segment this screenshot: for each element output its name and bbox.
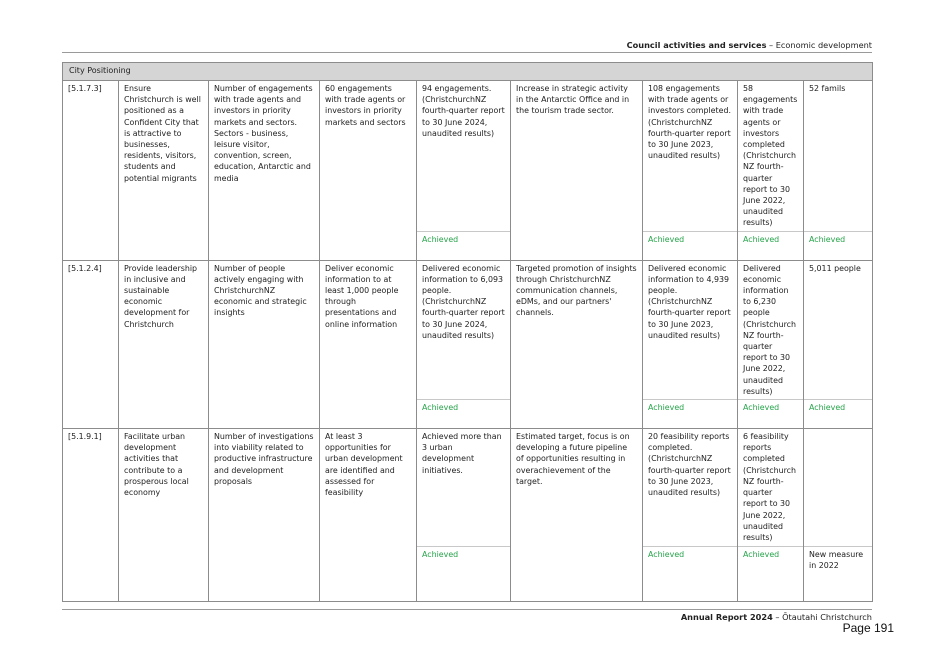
- result-2024: Delivered economic information to 6,093 people. (ChristchurchNZ fourth-quarter report to 30 June 2024, unaudited results): [417, 260, 511, 399]
- table-row: [63, 260, 873, 399]
- measure-id: [5.1.7.3]: [63, 81, 119, 261]
- status-2024: Achieved: [417, 547, 511, 602]
- status-2021: New measure in 2022: [804, 547, 873, 602]
- header-section-bold: Council activities and services: [626, 40, 767, 50]
- status-2024: Achieved: [417, 231, 511, 260]
- footer-report-bold: Annual Report 2024: [680, 612, 773, 622]
- header-section-rest: – Economic development: [766, 40, 872, 50]
- section-title: City Positioning: [63, 63, 873, 81]
- measure-id: [5.1.2.4]: [63, 260, 119, 428]
- result-2023: Delivered economic information to 4,939 people. (ChristchurchNZ fourth-quarter report to 30 June 2023, unaudited results): [643, 260, 738, 399]
- level-of-service: Ensure Christchurch is well positioned as a Confident City that is attractive to businesses, residents, visitors, students and potential migrants: [119, 81, 209, 261]
- status-2024: Achieved: [417, 400, 511, 429]
- status-2023: Achieved: [643, 547, 738, 602]
- footer-report-rest: – Ōtautahi Christchurch: [772, 612, 872, 622]
- result-2024: Achieved more than 3 urban development initiatives.: [417, 429, 511, 547]
- measure-id: [5.1.9.1]: [63, 429, 119, 602]
- status-2022: Achieved: [738, 400, 804, 429]
- result-2022: 6 feasibility reports completed (Christchurch NZ fourth-quarter report to 30 June 2022, unaudited results): [738, 429, 804, 547]
- result-2022: Delivered economic information to 6,230 people (Christchurch NZ fourth-quarter report to 30 June 2022, unaudited results): [738, 260, 804, 399]
- page-header: [627, 40, 872, 50]
- performance-measure: Number of investigations into viability related to productive infrastructure and development proposals: [209, 429, 320, 602]
- footer-rule: [62, 609, 872, 610]
- level-of-service: Facilitate urban development activities that contribute to a prosperous local economy: [119, 429, 209, 602]
- explanation: Estimated target, focus is on developing a future pipeline of opportunities resulting in overachievement of the target.: [511, 429, 643, 602]
- explanation: Increase in strategic activity in the Antarctic Office and in the tourism trade sector.: [511, 81, 643, 261]
- performance-table: [62, 62, 873, 602]
- status-2023: Achieved: [643, 231, 738, 260]
- performance-measure: Number of engagements with trade agents and investors in priority markets and sectors. Sectors - business, leisure visitor, convention, screen, education, Antarctic and media: [209, 81, 320, 261]
- target: Deliver economic information to at least 1,000 people through presentations and online information: [320, 260, 417, 428]
- table-row: [63, 429, 873, 547]
- performance-measure: Number of people actively engaging with ChristchurchNZ economic and strategic insights: [209, 260, 320, 428]
- target: At least 3 opportunities for urban development are identified and assessed for feasibility: [320, 429, 417, 602]
- target: 60 engagements with trade agents or investors in priority markets and sectors: [320, 81, 417, 261]
- result-2023: 20 feasibility reports completed. (ChristchurchNZ fourth-quarter report to 30 June 2023, unaudited results): [643, 429, 738, 547]
- result-2023: 108 engagements with trade agents or investors completed. (ChristchurchNZ fourth-quarter report to 30 June 2023, unaudited results): [643, 81, 738, 232]
- status-2022: Achieved: [738, 231, 804, 260]
- result-2021: [804, 429, 873, 547]
- table-row: [63, 81, 873, 232]
- result-2021: 52 famils: [804, 81, 873, 232]
- status-2023: Achieved: [643, 400, 738, 429]
- header-rule: [62, 52, 872, 53]
- status-2021: Achieved: [804, 231, 873, 260]
- level-of-service: Provide leadership in inclusive and sustainable economic development for Christchurch: [119, 260, 209, 428]
- result-2021: 5,011 people: [804, 260, 873, 399]
- page-number: Page 191: [842, 621, 894, 635]
- result-2022: 58 engagements with trade agents or investors completed (Christchurch NZ fourth-quarter report to 30 June 2022, unaudited results): [738, 81, 804, 232]
- status-2021: Achieved: [804, 400, 873, 429]
- status-2022: Achieved: [738, 547, 804, 602]
- result-2024: 94 engagements. (ChristchurchNZ fourth-quarter report to 30 June 2024, unaudited results): [417, 81, 511, 232]
- section-header-row: [63, 63, 873, 81]
- explanation: Targeted promotion of insights through ChristchurchNZ communication channels, eDMs, and our partners' channels.: [511, 260, 643, 428]
